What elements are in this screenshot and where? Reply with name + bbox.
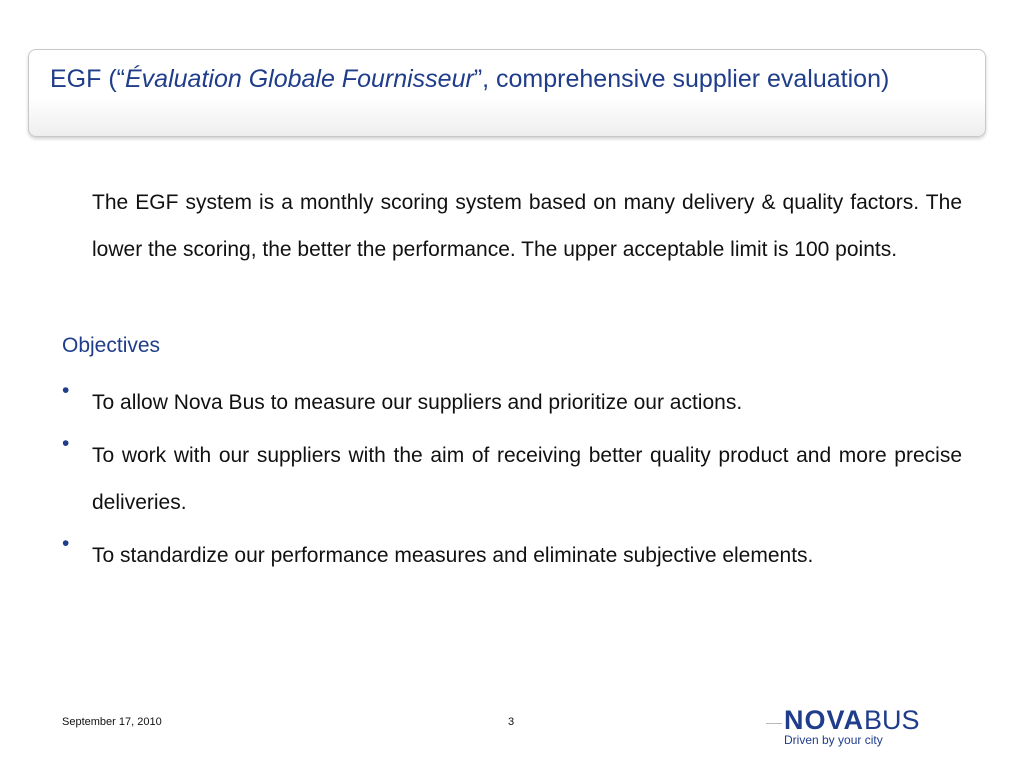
logo-nova: NOVA (784, 705, 865, 735)
page-number: 3 (508, 716, 515, 728)
objective-item: To allow Nova Bus to measure our suppliers and prioritize our actions. (92, 391, 743, 414)
novabus-logo (766, 706, 966, 750)
title-suffix: ”, comprehensive supplier evaluation) (473, 65, 890, 93)
objectives-heading: Objectives (62, 334, 161, 357)
bullet-icon: • (62, 379, 70, 402)
title-prefix: EGF (“ (50, 65, 125, 93)
logo-bus: BUS (864, 705, 920, 735)
logo-tagline: Driven by your city (784, 733, 883, 747)
objective-item: To work with our suppliers with the aim of receiving better quality product and more precise deliveries. (92, 444, 962, 514)
title-italic: Évaluation Globale Fournisseur (125, 65, 474, 93)
bullet-icon: • (62, 532, 70, 555)
objective-item: To standardize our performance measures and eliminate subjective elements. (92, 544, 814, 567)
intro-paragraph: The EGF system is a monthly scoring system based on many delivery & quality factors. The lower the scoring, the better the performance. The upper acceptable limit is 100 points. (92, 191, 962, 261)
logo-wordmark (784, 706, 920, 734)
bullet-icon: • (62, 432, 70, 455)
logo-rule (766, 723, 782, 724)
slide-title (50, 63, 960, 95)
footer-date: September 17, 2010 (62, 716, 162, 728)
